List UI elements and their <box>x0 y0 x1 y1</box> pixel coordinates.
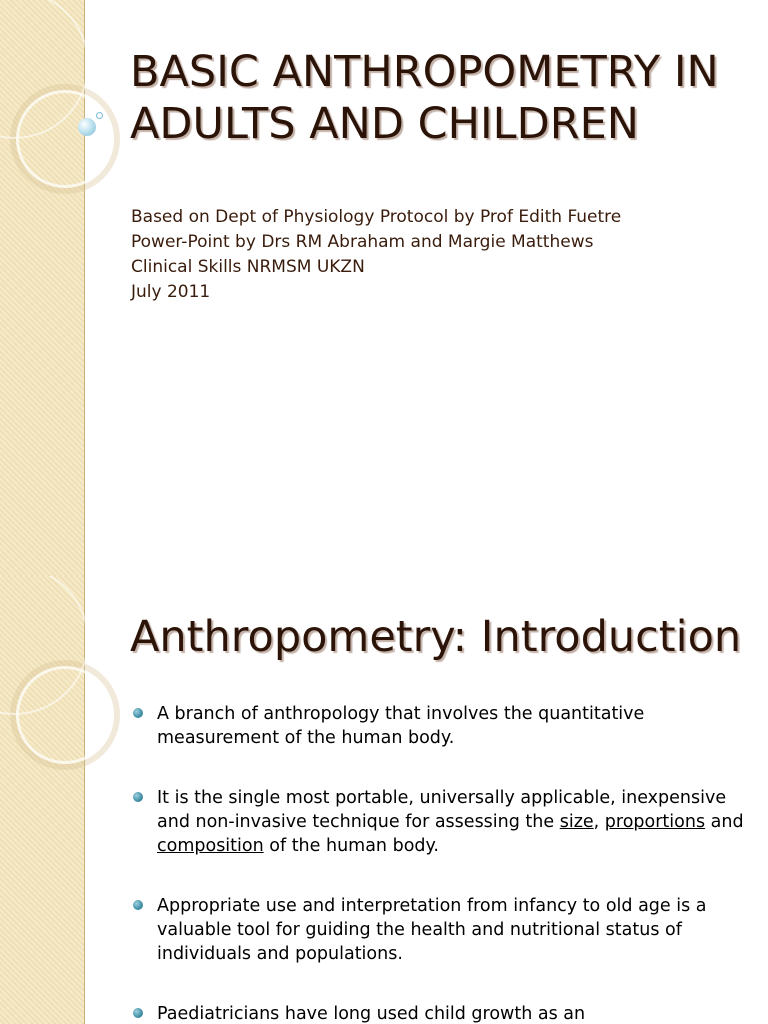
underlined-term-size: size <box>559 812 594 832</box>
bullet-item <box>133 1002 753 1024</box>
subtitle-line: Based on Dept of Physiology Protocol by Prof Edith Fuetre <box>131 207 622 227</box>
underlined-term-composition: composition <box>157 836 264 856</box>
bullet-item <box>133 702 753 750</box>
bullet-text <box>157 788 744 856</box>
subtitle-line: Power-Point by Drs RM Abraham and Margie Matthews <box>131 232 594 252</box>
bullet-text: A branch of anthropology that involves the quantitative measurement of the human body. <box>157 704 645 748</box>
decorative-bubble-icon <box>78 118 96 136</box>
bullet-text-part: , <box>593 812 605 832</box>
slide-title: Anthropometry: Introduction <box>130 612 742 662</box>
bullet-item <box>133 786 753 858</box>
bullet-icon <box>133 708 143 718</box>
slide-subtitle <box>131 205 621 305</box>
bullet-icon <box>133 1008 143 1018</box>
decorative-small-bubble-icon <box>96 112 103 119</box>
bullet-text-part: and <box>705 812 744 832</box>
underlined-term-proportions: proportions <box>604 812 706 832</box>
bullet-icon <box>133 792 143 802</box>
bullet-list <box>133 702 753 1024</box>
bullet-text: Appropriate use and interpretation from infancy to old age is a valuable tool for guiding the health and nutritional status of individuals and populations. <box>157 896 707 964</box>
bullet-item <box>133 894 753 966</box>
slide-title: BASIC ANTHROPOMETRY IN ADULTS AND CHILDREN <box>130 47 719 149</box>
bullet-text-part: of the human body. <box>263 836 439 856</box>
bullet-text: Paediatricians have long used child growth as an <box>157 1004 586 1024</box>
content-slide <box>0 576 768 1024</box>
subtitle-line: Clinical Skills NRMSM UKZN <box>131 257 365 277</box>
bullet-text-part: It is the single most portable, universally applicable, inexpensive and non-invasive technique for assessing the <box>157 788 727 832</box>
subtitle-line: July 2011 <box>131 282 211 302</box>
bullet-icon <box>133 900 143 910</box>
